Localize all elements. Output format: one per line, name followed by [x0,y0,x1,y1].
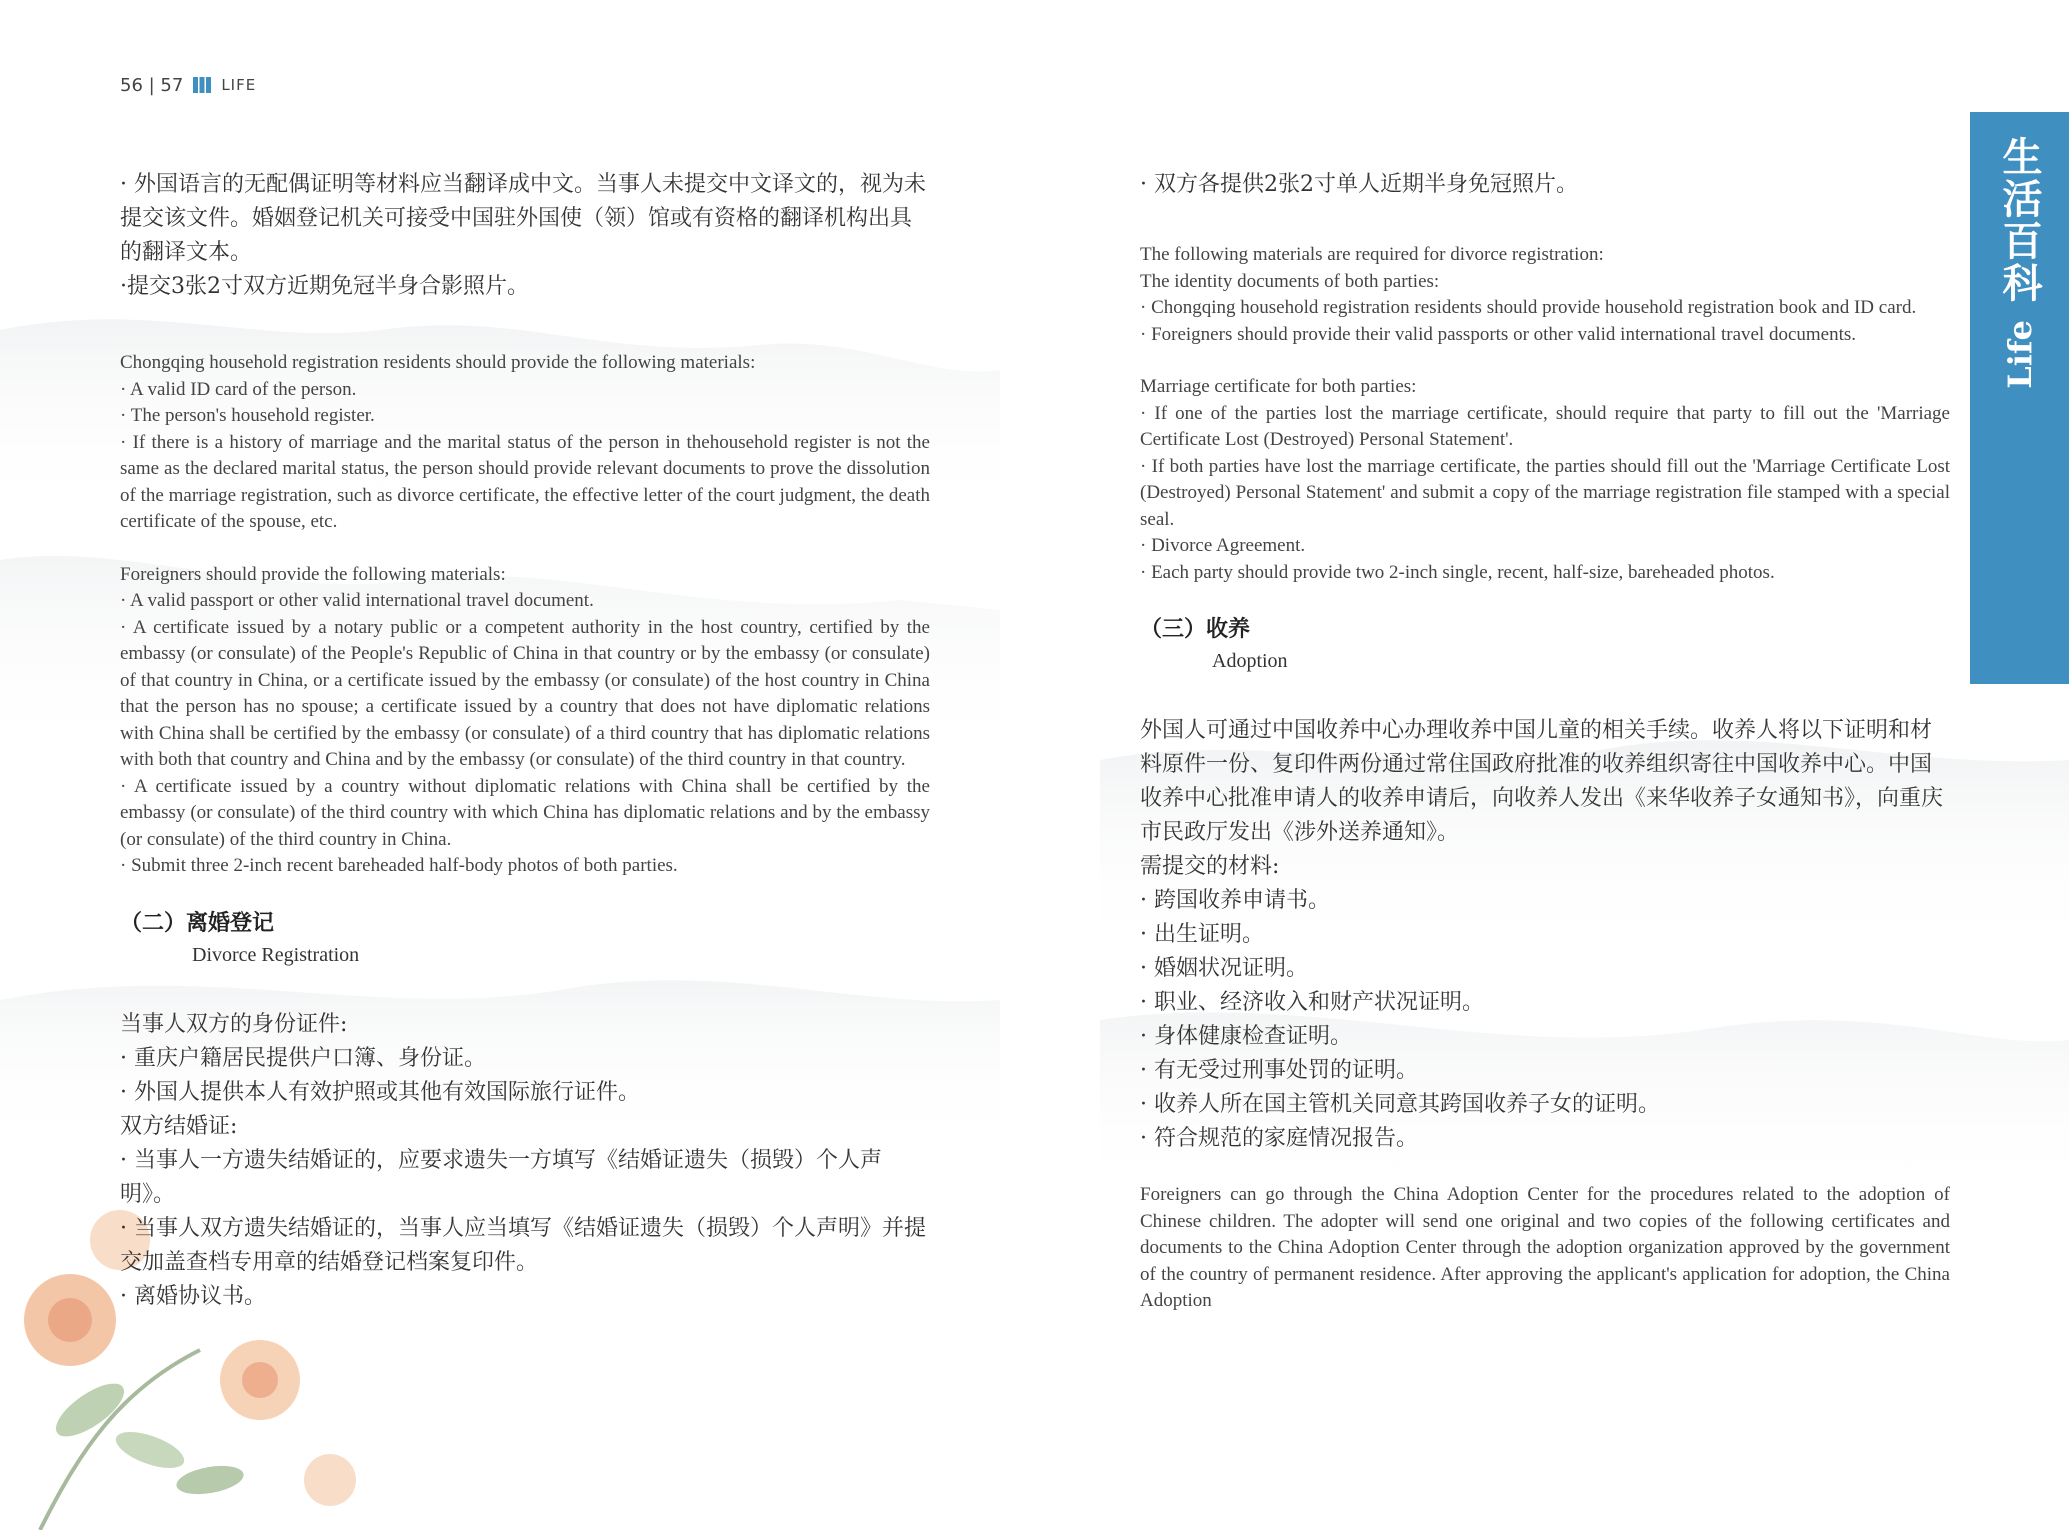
list-item: · A valid passport or other valid international travel document. [120,590,594,611]
list-item: · If both parties have lost the marriage certificate, the parties should fill out the 'Marriage Certificate Lost (Destroyed) Personal Statement' and submit a copy of the marriage registration file stamped with a special seal. [1140,455,1950,530]
section-name: LIFE [221,76,257,94]
list-item: · 重庆户籍居民提供户口簿、身份证。 [120,1045,486,1071]
list-item: · If one of the parties lost the marriage certificate, should require that party to fill out the 'Marriage Certificate Lost (Destroyed) Personal Statement'. [1140,402,1950,450]
heading-en: Divorce Registration [192,943,360,966]
paragraph: The following materials are required for divorce registration: [1140,244,1604,265]
side-tab-title-en: Life [2000,320,2039,389]
foreigners-materials-block [120,562,930,880]
intro-cn-block [120,168,930,304]
divorce-ids-block [1140,242,1950,348]
list-item: · 外国人提供本人有效护照或其他有效国际旅行证件。 [120,1079,640,1105]
chongqing-materials-block [120,350,930,536]
left-column [120,168,930,1314]
list-item: · 双方各提供2张2寸单人近期半身免冠照片。 [1140,172,1578,197]
list-item: · Foreigners should provide their valid passports or other valid international travel documents. [1140,323,1857,345]
list-item: · 婚姻状况证明。 [1140,956,1308,981]
heading-cn: （二）离婚登记 [120,909,275,936]
paragraph: Foreigners can go through the China Adoption Center for the procedures related to the adoption of Chinese children. The adopter will send one original and two copies of the following certificates and documents to the China Adoption Center through the adoption organization approved by the government of the country of permanent residence. After approving the applicant's application for adoption, the China Adoption [1140,1184,1950,1311]
heading-en: Adoption [1212,650,1288,672]
list-item: · Each party should provide two 2-inch single, recent, half-size, bareheaded photos. [1140,561,1775,583]
list-item: · 符合规范的家庭情况报告。 [1140,1126,1418,1151]
list-item: · 出生证明。 [1140,922,1264,947]
marriage-cert-block [1140,374,1950,586]
paragraph: ·提交3张2寸双方近期免冠半身合影照片。 [120,274,529,299]
list-item: · If there is a history of marriage and the marital status of the person in thehousehold register is not the same as the declared marital status, the person should provide relevant documents to prove the dissolution of the marriage registration, such as divorce certificate, the effective letter of the court judgment, the death certificate of the spouse, etc. [120,431,930,532]
list-item: · A certificate issued by a country without diplomatic relations with China shall be certified by the embassy (or consulate) of the third country with which China has diplomatic relations and by the embassy (or consulate) of the third country in China. [120,775,930,850]
list-item: · Submit three 2-inch recent bareheaded half-body photos of both parties. [120,855,678,876]
list-item: · The person's household register. [120,405,375,426]
paragraph: 当事人双方的身份证件: [120,1011,348,1037]
list-item: · Divorce Agreement. [1140,535,1306,556]
page-numbers: 56 | 57 [120,74,184,96]
adoption-en-block [1140,1182,1950,1315]
paragraph: 需提交的材料: [1140,854,1280,879]
paragraph: · 外国语言的无配偶证明等材料应当翻译成中文。当事人未提交中文译文的，视为未提交该文件。婚姻登记机关可接受中国驻外国使（领）馆或有资格的翻译机构出具的翻译文本。 [120,172,926,265]
paragraph: 外国人可通过中国收养中心办理收养中国儿童的相关手续。收养人将以下证明和材料原件一份、复印件两份通过常住国政府批准的收养组织寄往中国收养中心。中国收养中心批准申请人的收养申请后，向收养人发出《来华收养子女通知书》，向重庆市民政厅发出《涉外送养通知》。 [1140,718,1944,845]
paragraph: Chongqing household registration residents should provide the following materials: [120,352,756,373]
adoption-cn-block [1140,714,1950,1156]
list-item: · 离婚协议书。 [120,1283,266,1309]
heading-cn: （三）收养 [1140,616,1251,642]
divorce-heading [120,906,930,970]
right-column [1140,168,1950,1315]
list-item: · Chongqing household registration residents should provide household registration book and ID card. [1140,297,1917,318]
list-item: · 职业、经济收入和财产状况证明。 [1140,990,1484,1015]
paragraph: Foreigners should provide the following materials: [120,563,506,585]
divorce-cn-block [120,1008,930,1314]
side-tab [1970,112,2069,684]
list-item: · 收养人所在国主管机关同意其跨国收养子女的证明。 [1140,1092,1660,1117]
list-item: · 当事人双方遗失结婚证的，当事人应当填写《结婚证遗失（损毁）个人声明》并提交加盖查档专用章的结婚登记档案复印件。 [120,1215,926,1275]
list-item: · A valid ID card of the person. [120,378,357,400]
adoption-heading [1140,612,1950,676]
paragraph: 双方结婚证: [120,1113,238,1139]
book-icon [191,74,213,96]
side-tab-title-cn: 生活百科 [1996,136,2043,304]
list-item: · 有无受过刑事处罚的证明。 [1140,1058,1418,1083]
list-item: · 身体健康检查证明。 [1140,1024,1352,1049]
paragraph: The identity documents of both parties: [1140,270,1440,292]
paragraph: Marriage certificate for both parties: [1140,376,1417,397]
list-item: · 当事人一方遗失结婚证的，应要求遗失一方填写《结婚证遗失（损毁）个人声明》。 [120,1147,882,1207]
page-header [120,74,256,96]
list-item: · 跨国收养申请书。 [1140,888,1330,913]
list-item: · A certificate issued by a notary public or a competent authority in the host country, certified by the embassy (or consulate) of the People's Republic of China in that country or by the embassy (or consulate) of that country in China, or a certificate issued by the embassy (or consulate) of the host country in China that the person has no spouse; a certificate issued by a country that does not have diplomatic relations with China shall be certified by the embassy (or consulate) of a third country that has diplomatic relations with both that country and China and by the embassy (or consulate) of the third country in that country. [120,616,930,770]
photos-cn-block [1140,168,1950,202]
